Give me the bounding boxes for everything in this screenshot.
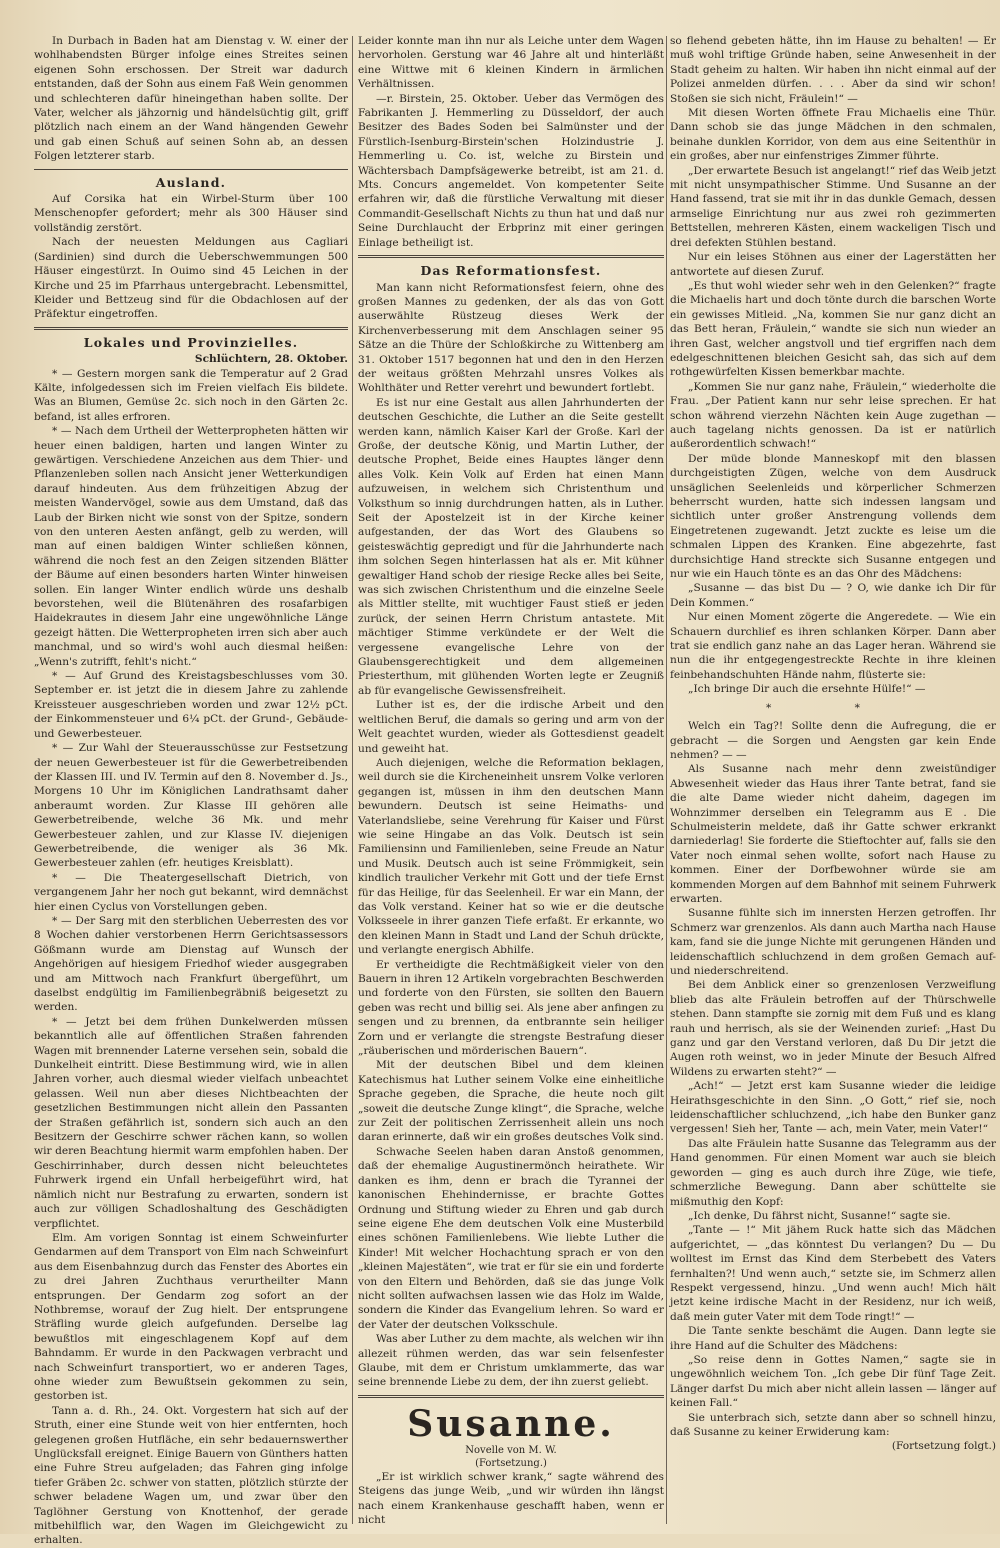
novel-paragraph: „Tante — !“ Mit jähem Ruck hatte sich das Mädchen aufgerichtet, — „das könntest Du verlangen? Du — Du wolltest im Ernst das Kind dem Sterbebett des Vaters fernhalten?! Und wenn auch,“ setzte sie, im Schmerz allen Respekt vergessend, hinzu. „Und wenn auch! Mich hält jetzt keine irdische Macht in der Residenz, nur ich weiß, daß mein guter Vater mit dem Tode ringt!“ — (670, 1224, 996, 1323)
article-birstein: —r. Birstein, 25. Oktober. Ueber das Vermögen des Fabrikanten J. Hemmerling zu Düsseldorf, der auch Besitzer des Bades Soden bei Salmünster und der Fürstlich-Isenburg-Birstein'schen Holzindustrie J. Hemmerling u. Co. ist, welche zu Birstein und Wächtersbach Dampfsägewerke betreibt, ist am 21. d. Mts. Concurs angemeldet. Von kompetenter Seite erfahren wir, daß die fürstliche Verwaltung mit dieser Commandit-Gesellschaft Nichts zu thun hat und daß nur Seine Durchlaucht der Erbprinz mit einer geringen Einlage betheiligt ist. (358, 92, 664, 249)
article-paragraph: * — Der Sarg mit den sterblichen Ueberresten des vor 8 Wochen dahier verstorbenen Herrn Gerichtsassessors Gößmann wurde am Dienstag auf Wunsch der Angehörigen auf hiesigem Friedhof wieder ausgegraben und am Mittwoch nach Frankfurt übergeführt, um daselbst endgültig im Familienbegräbniß beigesetzt zu werden. (34, 914, 348, 1014)
article-paragraph: Was aber Luther zu dem machte, als welchen wir ihn allezeit rühmen werden, das war sein felsenfester Glaube, mit dem er Christum umklammerte, das war seine brennende Liebe zu dem, der ihn zuerst geliebt. (358, 1333, 664, 1389)
section-heading-lokales: Lokales und Provinzielles. (83, 334, 299, 350)
article-paragraph: Es ist nur eine Gestalt aus allen Jahrhunderten der deutschen Geschichte, die Luther an die Seite gestellt werden kann, nämlich Kaiser Karl der Große. Karl der Große, der deutsche König, und Martin Luther, der deutsche Prophet, Beide eines Hauptes länger denn alles Volk. Kein Volk auf Erden hat einen Mann aufzuweisen, in welchem sich Christenthum und Volksthum so innig durchdrungen hatten, als in Luther. Seit der Apostelzeit ist in der Kirche keiner aufgestanden, der das Wort des Glaubens so geisteswächtig gepredigt und für die Jahrhunderte nach ihm solchen Segen hinterlassen hat als er. Mit kühner gewaltiger Hand schob der riesige Recke alles bei Seite, was sich zwischen Christenthum und die einzelne Seele als Mittler stellte, mit wuchtiger Faust stieß er jeden zurück, der seinen Herrn Christum antastete. Mit mächtiger Stimme verkündete er der Welt die vergessene evangelische Lehre von der Glaubensgerechtigkeit und dem allgemeinen Priesterthum, mit glühenden Worten legte er Zeugniß ab für evangelische Gewissensfreiheit. (358, 396, 664, 697)
novel-paragraph: „Es thut wohl wieder sehr weh in den Gelenken?“ fragte die Michaelis hart und doch tönte durch die barschen Worte ein gewisses Mitleid. „Na, kommen Sie nur ganz dicht an das Bett heran, Fräulein,“ wandte sie sich nun wieder an ihren Gast, welcher angstvoll und tief ergriffen nach dem edelgeschnittenen bleichen Gesicht sah, das sich auf dem rothgewürfelten Kissen bemerkbar machte. (670, 279, 996, 379)
article-paragraph: * — Die Theatergesellschaft Dietrich, von vergangenem Jahr her noch gut bekannt, wird demnächst hier einen Cyclus von Vorstellungen geben. (34, 871, 348, 913)
column-rule (352, 36, 353, 1524)
article-paragraph: Man kann nicht Reformationsfest feiern, ohne des großen Mannes zu gedenken, der als das von Gott auserwählte Rüstzeug dieses Werk der Kirchenverbesserung mit dem Anschlagen seiner 95 Sätze an die Thüre der Schloßkirche zu Wittenberg am 31. Oktober 1517 begonnen hat und den in den Herzen der weitaus größten Mehrzahl unsres Volkes als Wohlthäter und Retter verehrt und bewundert fortlebt. (358, 281, 664, 395)
novel-paragraph: „Ich bringe Dir auch die ersehnte Hülfe!“ — (688, 683, 926, 696)
novel-paragraph: Bei dem Anblick einer so grenzenlosen Verzweiflung blieb das alte Fräulein betroffen auf der Thürschwelle stehen. Dann stampfte sie zornig mit dem Fuß und es klang rauh und herrisch, als sie der Weinenden zurief: „Hast Du ganz und gar den Verstand verloren, daß Du Dir jetzt die Augen roth weinst, wo in jeder Minute der Besuch Alfred Wildens zu erwarten steht?“ — (670, 979, 996, 1078)
novel-paragraph: „Ich denke, Du fährst nicht, Susanne!“ sagte sie. (688, 1209, 951, 1222)
article-paragraph: Luther ist es, der die irdische Arbeit und den weltlichen Beruf, die damals so gering und arm von der Welt geachtet wurden, wieder als Gottesdienst geadelt und geweiht hat. (358, 699, 664, 755)
novel-paragraph: Nur einen Moment zögerte die Angeredete. — Wie ein Schauern durchlief es ihren schlanken Körper. Dann aber trat sie endlich ganz nahe an das Lager heran. Während sie nun die ihr entgegengestreckte Rechte in ihre kleinen feinbehandschuhten Hände nahm, flüsterte sie: (670, 611, 996, 681)
article-paragraph: Mit der deutschen Bibel und dem kleinen Katechismus hat Luther seinem Volke eine einheitliche Sprache gegeben, die Sprache, die heute noch gilt „soweit die deutsche Zunge klingt“, die Sprache, welche zur Zeit der politischen Zerrissenheit allein uns noch daran erinnerte, daß wir ein großes deutsches Volk sind. (358, 1059, 664, 1144)
novel-title: Susanne. (407, 1402, 615, 1445)
column-2 (358, 34, 664, 1526)
novel-paragraph: „Der erwartete Besuch ist angelangt!“ rief das Weib jetzt mit nicht unsympathischer Stimme. Und Susanne an der Hand fassend, trat sie mit ihr in das dunkle Gemach, dessen armselige Einrichtung nur aus zwei roh gezimmerten Bettstellen, mehreren Kästen, einem wackeligen Tisch und drei defekten Stühlen bestand. (670, 164, 996, 249)
article-corsika: Auf Corsika hat ein Wirbel-Sturm über 100 Menschenopfer gefordert; mehr als 300 Häuser sind vollständig zerstört. (34, 193, 348, 234)
article-cagliari: Nach der neuesten Meldungen aus Cagliari (Sardinien) sind durch die Ueberschwemmungen 500 Häuser eingestürzt. In Ouimo sind 45 Leichen in der Kirche und 25 im Pfarrhaus untergebracht. Lebensmittel, Kleider und Bettzeug sind für die Obdachlosen auf der Präfektur eingetroffen. (34, 236, 348, 321)
dateline: Schlüchtern, 28. Oktober. (194, 353, 348, 366)
divider (34, 169, 348, 170)
novel-paragraph: Susanne fühlte sich im innersten Herzen getroffen. Ihr Schmerz war grenzenlos. Als dann auch Martha nach Hause kam, fand sie die junge Nichte mit gerungenen Händen und leidenschaftlich schluchzend in dem großen Gemach auf- und niederschreitend. (670, 907, 996, 977)
article-paragraph: * — Nach dem Urtheil der Wetterpropheten hätten wir heuer einen baldigen, harten und langen Winter zu gewärtigen. Verschiedene Anzeichen aus dem Thier- und Pflanzenleben sollen nach Ansicht jener Wetterkundigen darauf hindeuten. Aus dem frühzeitigen Abzug der meisten Wandervögel, sowie aus dem Umstand, daß das Laub der Birken nicht wie sonst von der Spitze, sondern von den unteren Aesten anfängt, gelb zu werden, will man auf einen baldigen Winter schließen können, während die noch fest an den Zeigen sitzenden Blätter der Bäume auf einen besonders harten Winter hinweisen sollen. Ein langer Winter endlich würde uns deshalb bevorstehen, weil die Blütenähren des rosafarbigen Haidekrautes in diesem Jahr eine ungewöhnliche Länge gezeigt hätten. Die Wetterpropheten irren sich aber auch manchmal, und so wird's wohl auch diesmal heißen: „Wenn's zutrifft, fehlt's nicht.“ (34, 425, 348, 668)
novel-paragraph: Nur ein leises Stöhnen aus einer der Lagerstätten her antwortete auf diesen Zuruf. (670, 251, 996, 278)
novel-paragraph: Sie unterbrach sich, setzte dann aber so schnell hinzu, daß Susanne zu keiner Erwiderung kam: (670, 1411, 996, 1438)
novel-paragraph: Mit diesen Worten öffnete Frau Michaelis eine Thür. Dann schob sie das junge Mädchen in den schmalen, beinahe dunklen Korridor, von dem aus eine Seitenthür in ein großes, aber nur einfenstriges Zimmer führte. (670, 107, 996, 163)
divider (358, 255, 664, 258)
novel-paragraph: „Kommen Sie nur ganz nahe, Fräulein,“ wiederholte die Frau. „Der Patient kann nur sehr leise sprechen. Er hat schon während vierzehn Nächten kein Auge zugethan — auch tagelang nichts genossen. Da ist er natürlich außerordentlich schwach!“ (670, 380, 996, 451)
novel-paragraph: Welch ein Tag?! Sollte denn die Aufregung, die er gebracht — die Sorgen und Aengsten gar kein Ende nehmen? — — (670, 720, 996, 761)
article-elm: Elm. Am vorigen Sonntag ist einem Schweinfurter Gendarmen auf dem Transport von Elm nach Schweinfurt aus dem Eisenbahnzug durch das Fenster des Abortes ein zu drei Jahren Zuchthaus verurtheilter Mann entsprungen. Der Gendarm zog sofort an der Nothbremse, worauf der Zug hielt. Der entsprungene Sträfling wurde gleich aufgefunden. Derselbe lag bewußtlos mit eingeschlagenem Kopf auf dem Bahndamm. Er wurde in den Packwagen verbracht und nach Schweinfurt transportiert, wo er anderen Tages, ohne wieder zum Bewußtsein gekommen zu sein, gestorben ist. (34, 1231, 348, 1403)
column-rule (666, 36, 667, 1524)
section-heading-ausland: Ausland. (155, 174, 227, 190)
article-paragraph: * — Jetzt bei dem frühen Dunkelwerden müssen bekanntlich alle auf öffentlichen Straßen fahrenden Wagen mit brennender Laterne versehen sein, sobald die Dunkelheit eintritt. Diese Bestimmung wird, wie in allen Jahren vorher, auch diesmal wieder vielfach unbeachtet gelassen. Weil nun aber dieses Nichtbeachten der gesetzlichen Bestimmungen nicht allein den Passanten der Straßen gefährlich ist, sondern sich auch an den Besitzern der Geschirre schwer rächen kann, so wollen wir deren Beachtung hiermit warm empfohlen haben. Der Geschirrinhaber, durch dessen nicht beleuchtetes Fuhrwerk irgend ein Unfall herbeigeführt wird, hat nämlich nicht nur Bestrafung zu erwarten, sondern ist auch zur völligen Schadloshaltung des Geschädigten verpflichtet. (34, 1015, 348, 1230)
to-be-continued: (Fortsetzung folgt.) (891, 1440, 996, 1453)
section-break-stars: * * (766, 701, 900, 714)
divider (358, 1395, 664, 1398)
novel-paragraph: „So reise denn in Gottes Namen,“ sagte sie in ungewöhnlich weichem Ton. „Ich gebe Dir fünf Tage Zeit. Länger darfst Du mich aber nicht allein lassen — länger auf keinen Fall.“ (670, 1353, 996, 1410)
article-durbach: In Durbach in Baden hat am Dienstag v. W. einer der wohlhabendsten Bürger infolge eines Streites seinen eigenen Sohn erschossen. Der Streit war dadurch entstanden, daß der Sohn aus einem Faß Wein genommen und schlechteren dafür hineingethan haben sollte. Der Vater, welcher als jähzornig und händelsüchtig gilt, griff plötzlich nach einem an der Wand hängenden Gewehr und gab einen Schuß auf seinen Sohn ab, an dessen Folgen letzterer starb. (34, 35, 348, 163)
article-tann: Tann a. d. Rh., 24. Okt. Vorgestern hat sich auf der Struth, einer eine Stunde weit von hier entfernten, hoch gelegenen großen Hutfläche, ein sehr bedauernswerther Unglücksfall ereignet. Einige Bauern von Günthers hatten eine Fuhre Streu aufgeladen; das Fahren ging infolge tiefer Gräben 2c. schwer von statten, plötzlich stürzte der schwer beladene Wagen um, und zwar über den Taglöhner Gerstung von Knottenhof, der gerade mitbehilflich war, den Wagen im Gleichgewicht zu erhalten. (34, 1404, 348, 1547)
article-paragraph: * — Zur Wahl der Steuerausschüsse zur Festsetzung der neuen Gewerbesteuer ist für die Gewerbetreibenden der Klassen III. und IV. Termin auf den 8. November d. Js., Morgens 10 Uhr im Königlichen Landrathsamt daher anberaumt worden. Zur Klasse III gehören alle Gewerbetreibende, welche 36 Mk. und mehr Gewerbesteuer zahlen, und zur Klasse IV. diejenigen Gewerbetreibende, die weniger als 36 Mk. Gewerbesteuer zahlen (efr. heutiges Kreisblatt). (34, 742, 348, 870)
novel-paragraph: Als Susanne nach mehr denn zweistündiger Abwesenheit wieder das Haus ihrer Tante betrat, fand sie die alte Dame wieder nicht daheim, dagegen im Wohnzimmer derselben ein Telegramm aus E . Die Schulmeisterin meldete, daß ihr Gatte schwer erkrankt darniederlag! Sie forderte die Stieftochter auf, falls sie den Vater noch einmal sehen wollte, sofort nach Hause zu kommen. Einer der Dorfbewohner würde sie am kommenden Morgen auf dem Bahnhof mit seinem Fuhrwerk erwarten. (670, 763, 996, 905)
novel-paragraph: „Er ist wirklich schwer krank,“ sagte während des Steigens das junge Weib, „und wir würden ihn längst nach einem Krankenhause geschafft haben, wenn er nicht (358, 1470, 664, 1526)
novel-paragraph: so flehend gebeten hätte, ihn im Hause zu behalten! — Er muß wohl triftige Gründe haben, seine Anwesenheit in der Stadt geheim zu halten. Wir haben ihn nicht einmal auf der Polizei anmelden dürfen. . . . Aber da sind wir schon! Stoßen sie sich nicht, Fräulein!“ — (670, 35, 996, 105)
novel-paragraph: Die Tante senkte beschämt die Augen. Dann legte sie ihre Hand auf die Schulter des Mädchens: (670, 1325, 996, 1352)
novel-paragraph: „Susanne — das bist Du — ? O, wie danke ich Dir für Dein Kommen.“ (670, 582, 996, 609)
section-heading-reformationsfest: Das Reformationsfest. (420, 263, 602, 279)
article-paragraph: Leider konnte man ihn nur als Leiche unter dem Wagen hervorholen. Gerstung war 46 Jahre alt und hinterläßt eine Wittwe mit 6 kleinen Kindern in ärmlichen Verhältnissen. (358, 35, 664, 91)
article-paragraph: * — Auf Grund des Kreistagsbeschlusses vom 30. September er. ist jetzt die in diesem Jahre zu zahlende Kreissteuer ausgeschrieben worden und zwar 12½ pCt. der Einkommensteuer und 6¼ pCt. der Grund-, Gebäude- und Gewerbesteuer. (34, 670, 348, 740)
novel-subtitle: Novelle von M. W. (465, 1444, 557, 1456)
column-1 (34, 34, 348, 1547)
article-paragraph: * — Gestern morgen sank die Temperatur auf 2 Grad Kälte, infolgedessen sich im Freien vielfach Eis bildete. Was an Blumen, Gemüse 2c. sich noch in den Gärten 2c. befand, ist alles erfroren. (34, 367, 348, 423)
article-paragraph: Er vertheidigte die Rechtmäßigkeit vieler von den Bauern in ihren 12 Artikeln vorgebrachten Beschwerden und forderte von den Fürsten, sie sollten den Bauern geben was recht und billig sei. Als jene aber anfingen zu sengen und zu brennen, da entbrannte sein heiliger Zorn und er verlangte die strengste Bestrafung dieser „räuberischen und mörderischen Bauern“. (358, 958, 664, 1058)
novel-continuation-note: (Fortsetzung.) (475, 1457, 547, 1469)
novel-paragraph: „Ach!“ — Jetzt erst kam Susanne wieder die leidige Heirathsgeschichte in den Sinn. „O Gott,“ rief sie, noch leidenschaftlicher schluchzend, „ich habe den Bunker ganz vergessen! Sieh her, Tante — ach, mein Vater, mein Vater!“ (670, 1080, 996, 1136)
novel-paragraph: Der müde blonde Manneskopf mit den blassen durchgeistigten Zügen, welche von dem Ausdruck unsäglichen Seelenleids und körperlicher Schmerzen beherrscht wurden, hatte sich indessen langsam und sichtlich unter großer Anstrengung vollends dem Eingetretenen zugewandt. Jetzt zuckte es leise um die schmalen Lippen des Kranken. Eine abgezehrte, fast durchsichtige Hand streckte sich Susanne entgegen und nur wie ein Hauch tönte es an das Ohr des Mädchens: (670, 452, 996, 581)
column-3 (670, 34, 996, 1522)
divider (34, 327, 348, 330)
novel-paragraph: Das alte Fräulein hatte Susanne das Telegramm aus der Hand genommen. Für einen Moment war auch sie bleich geworden — ging es auch durch ihre Züge, wie tiefe, schmerzliche Bewegung. Dann aber schüttelte sie mißmuthig den Kopf: (670, 1137, 996, 1208)
article-paragraph: Schwache Seelen haben daran Anstoß genommen, daß der ehemalige Augustinermönch heirathete. Wir danken es ihm, denn er brach die Tyrannei der kanonischen Ehehindernisse, er brachte Gottes Ordnung und Stiftung wieder zu Ehren und gab durch seine eigene Ehe dem deutschen Volk eine Musterbild eines schönen Familienlebens. Wie liebte Luther die Kinder! Mit welcher Hochachtung sprach er von den „kleinen Majestäten“, wie trat er für sie ein und forderte von den Eltern und Behörden, daß sie das junge Volk nicht sollten aufwachsen lassen wie das Holz im Walde, sondern die Kinder das Evangelium lehren. So ward er der Vater der deutschen Volksschule. (358, 1145, 664, 1331)
article-paragraph: Auch diejenigen, welche die Reformation beklagen, weil durch sie die Kircheneinheit unsrem Volke verloren gegangen ist, müssen in ihm den deutschen Mann bewundern. Deutsch ist seine Heimaths- und Vaterlandsliebe, seine Verehrung für Kaiser und Fürst wie seine Hingabe an das Volk. Deutsch ist sein Familiensinn und Familienleben, seine Freude an Natur und Musik. Deutsch auch ist seine Frömmigkeit, sein kindlich traulicher Verkehr mit Gott und der tiefe Ernst für das Heilige, für das Seelenheil. Er war ein Mann, der das Volk verstand. Keiner hat so wie er die deutsche Volksseele in ihrer ganzen Tiefe erfaßt. Er erkannte, wo den kleinen Mann in Stadt und Land der Schuh drückte, und verlangte energisch Abhilfe. (358, 756, 664, 957)
